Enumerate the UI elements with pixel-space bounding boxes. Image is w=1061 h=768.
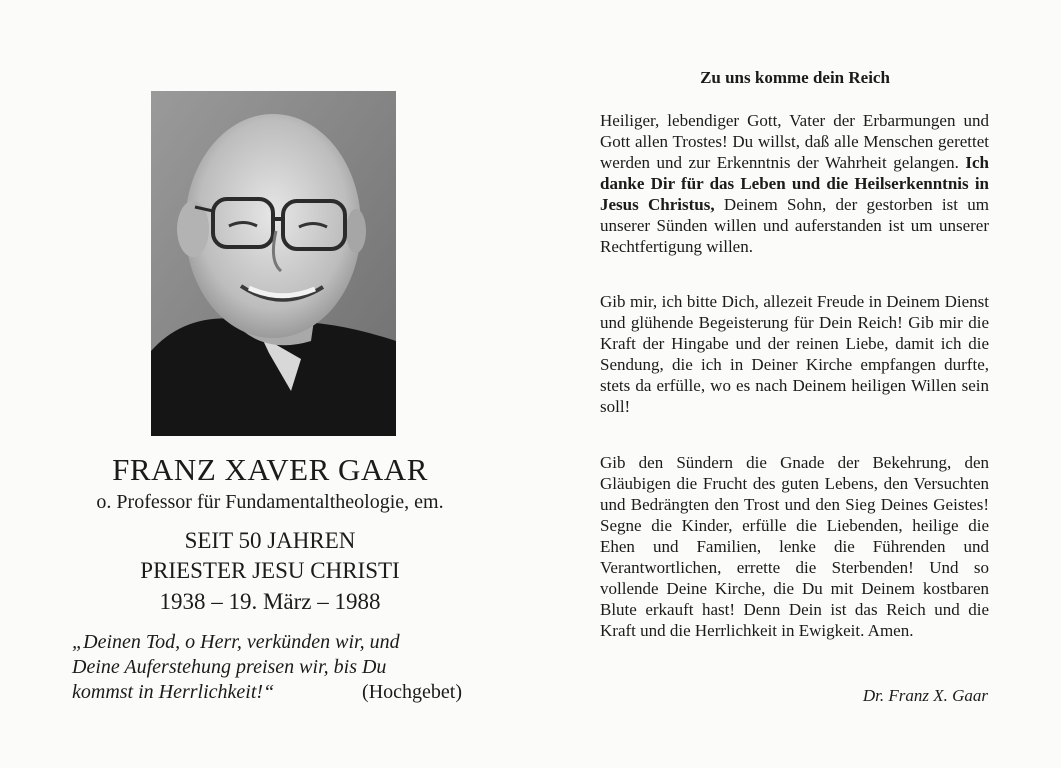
paragraph-bold-text: Ich danke Dir für das Leben und die Heilserkenntnis in Jesus Christus,: [600, 153, 990, 214]
person-name: FRANZ XAVER GAAR: [112, 452, 428, 487]
author-signature: Dr. Franz X. Gaar: [862, 686, 988, 705]
portrait-photo: [151, 91, 396, 436]
anniversary-line: SEIT 50 JAHREN: [184, 528, 356, 553]
liturgical-quote: [72, 630, 472, 705]
prayer-heading: Zu uns komme dein Reich: [700, 68, 890, 87]
quote-line: Deine Auferstehung preisen wir, bis Du: [72, 656, 387, 678]
paragraph-text: Deinem Sohn, der gestorben ist um unserer Sünden willen und auferstanden ist um unserer Rechtfertigung willen.: [600, 195, 989, 256]
date-line: 1938 – 19. März – 1988: [159, 589, 381, 614]
priest-line: PRIESTER JESU CHRISTI: [140, 558, 400, 583]
quote-source: (Hochgebet): [362, 681, 462, 703]
quote-line-last: [72, 680, 472, 705]
portrait-image: [151, 91, 396, 436]
person-title: o. Professor für Fundamentaltheologie, em.: [96, 491, 444, 513]
quote-text: kommst in Herrlichkeit!“: [72, 681, 275, 703]
quote-line: „Deinen Tod, o Herr, verkünden wir, und: [72, 631, 400, 653]
prayer-paragraph-3: Gib den Sündern die Gnade der Bekehrung, den Gläubigen die Frucht des guten Lebens, den Versuchten und Bedrängten den Trost und den Sieg Deines Geistes! Segne die Kinder, erfülle die Liebenden, heilige die Ehen und Familien, lenke die Führenden und Verantwortlichen, errette die Sterbenden! Und so vollende Deine Kirche, die Du mit Deinem kostbaren Blute erkauft hast! Denn Dein ist das Reich und die Kraft und die Herrlichkeit in Ewigkeit. Amen.: [600, 453, 989, 640]
paragraph-text: Heiliger, lebendiger Gott, Vater der Erbarmungen und Gott allen Trostes! Du willst, daß alle Menschen gerettet werden und zur Erkenntnis der Wahrheit gelangen.: [600, 111, 989, 172]
prayer-paragraph-1: [600, 110, 989, 257]
prayer-paragraph-2: Gib mir, ich bitte Dich, allezeit Freude in Deinem Dienst und glühende Begeisterung für Dein Reich! Gib mir die Kraft der Hingabe und der reinen Liebe, damit ich die Sendung, die ich in Deiner Kirche empfangen durfte, stets da erfülle, wo es nach Deinem heiligen Willen sein soll!: [600, 292, 989, 416]
